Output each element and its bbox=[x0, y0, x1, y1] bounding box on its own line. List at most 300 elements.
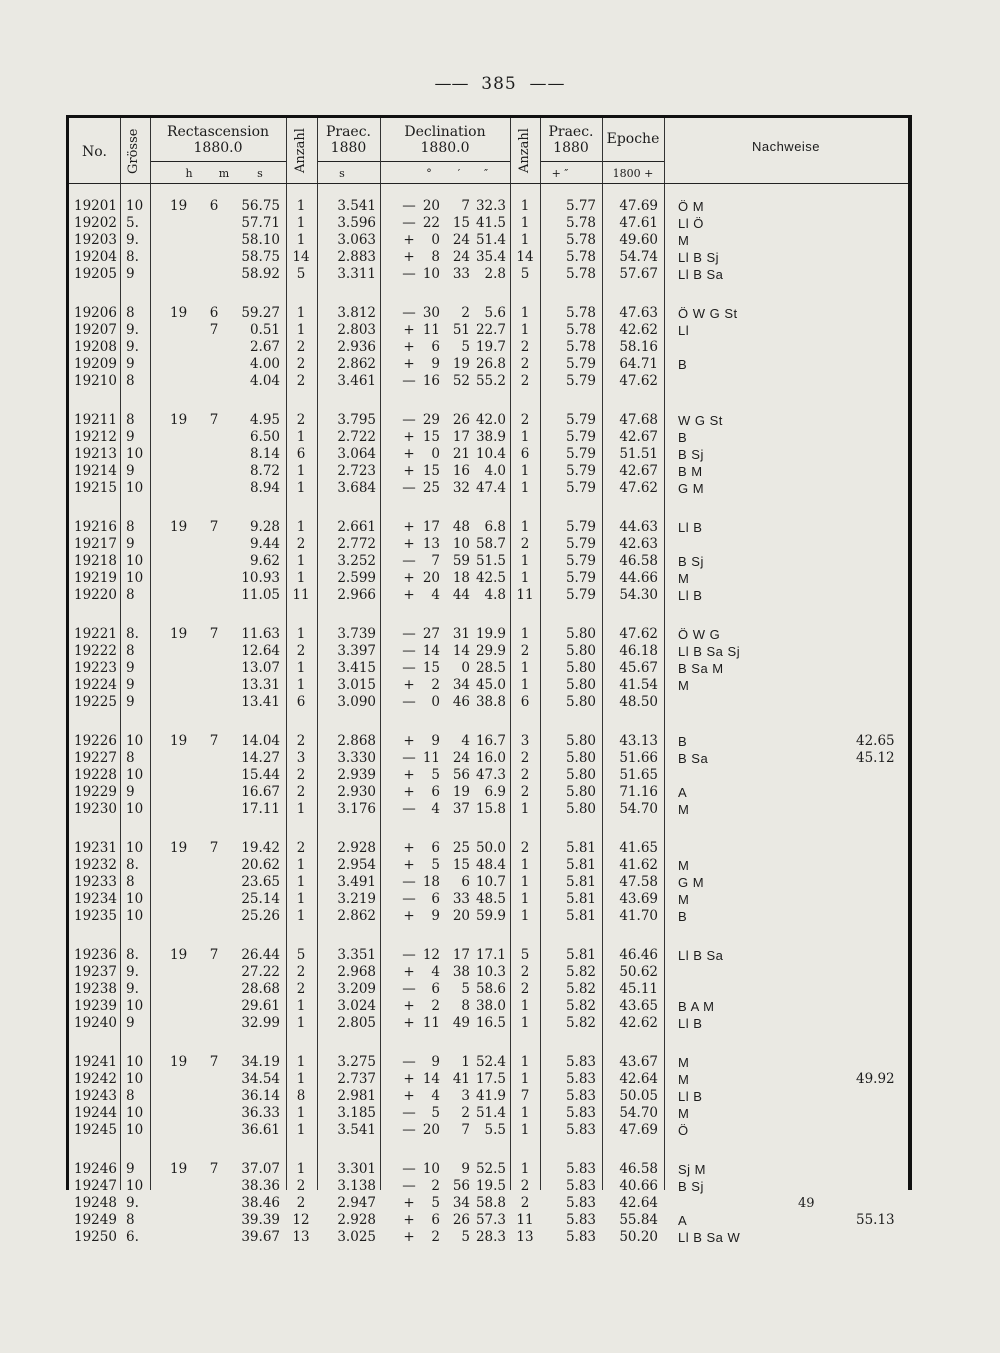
precession-ra: 3.015 bbox=[337, 677, 376, 693]
decl-sign: + bbox=[403, 1229, 415, 1245]
row-group bbox=[66, 412, 912, 497]
magnitude: 9. bbox=[126, 981, 139, 997]
epoch: 54.70 bbox=[619, 1105, 658, 1121]
ra-seconds: 36.61 bbox=[241, 1122, 280, 1138]
count-decl: 1 bbox=[520, 198, 530, 214]
references: B Sj bbox=[678, 447, 704, 462]
decl-seconds: 5.6 bbox=[484, 305, 506, 321]
star-number: 19204 bbox=[74, 249, 117, 265]
decl-minutes: 41 bbox=[452, 1071, 470, 1087]
decl-sign: — bbox=[402, 412, 416, 428]
decl-seconds: 41.9 bbox=[475, 1088, 506, 1104]
star-number: 19230 bbox=[74, 801, 117, 817]
decl-seconds: 17.1 bbox=[475, 947, 506, 963]
decl-degrees: 6 bbox=[431, 339, 440, 355]
decl-minutes: 17 bbox=[452, 947, 470, 963]
precession-ra: 3.461 bbox=[337, 373, 376, 389]
references: M bbox=[678, 892, 690, 907]
decl-minutes: 26 bbox=[452, 412, 470, 428]
decl-minutes: 5 bbox=[461, 339, 470, 355]
star-number: 19238 bbox=[74, 981, 117, 997]
precession-decl: 5.83 bbox=[565, 1071, 596, 1087]
decl-minutes: 31 bbox=[452, 626, 470, 642]
magnitude: 9 bbox=[126, 536, 135, 552]
decl-sign: + bbox=[403, 1071, 415, 1087]
references: M bbox=[678, 678, 690, 693]
count-decl: 3 bbox=[520, 733, 530, 749]
decl-sign: + bbox=[403, 249, 415, 265]
decl-sign: + bbox=[403, 733, 415, 749]
magnitude: 8. bbox=[126, 857, 139, 873]
precession-decl: 5.78 bbox=[565, 232, 596, 248]
magnitude: 8. bbox=[126, 249, 139, 265]
precession-decl: 5.83 bbox=[565, 1229, 596, 1245]
decl-sign: — bbox=[402, 1122, 416, 1138]
table-row bbox=[66, 1088, 912, 1105]
row-group bbox=[66, 1161, 912, 1246]
decl-seconds: 45.0 bbox=[475, 677, 506, 693]
references: M bbox=[678, 858, 690, 873]
decl-degrees: 16 bbox=[422, 373, 440, 389]
precession-ra: 2.737 bbox=[337, 1071, 376, 1087]
references: Ll bbox=[678, 323, 690, 338]
decl-seconds: 4.0 bbox=[484, 463, 506, 479]
count-ra: 1 bbox=[296, 1161, 306, 1177]
table-row bbox=[66, 215, 912, 232]
count-ra: 1 bbox=[296, 322, 306, 338]
table-row bbox=[66, 553, 912, 570]
header-praec-2-unit: + ″ bbox=[551, 167, 569, 180]
references: Ll B Sa Sj bbox=[678, 644, 741, 659]
decl-minutes: 15 bbox=[452, 857, 470, 873]
ra-seconds: 17.11 bbox=[241, 801, 280, 817]
decl-seconds: 48.4 bbox=[475, 857, 506, 873]
decl-sign: + bbox=[403, 998, 415, 1014]
references: M bbox=[678, 802, 690, 817]
star-number: 19245 bbox=[74, 1122, 117, 1138]
star-number: 19211 bbox=[74, 412, 117, 428]
decl-degrees: 6 bbox=[431, 840, 440, 856]
ra-minutes: 6 bbox=[209, 198, 219, 214]
decl-degrees: 4 bbox=[431, 587, 440, 603]
epoch: 44.63 bbox=[619, 519, 658, 535]
count-decl: 2 bbox=[520, 536, 530, 552]
ra-seconds: 12.64 bbox=[241, 643, 280, 659]
references: Ö W G bbox=[678, 627, 721, 642]
references: Ll B Sj bbox=[678, 250, 720, 265]
table-row bbox=[66, 767, 912, 784]
epoch: 42.67 bbox=[619, 429, 658, 445]
decl-degrees: 20 bbox=[422, 198, 440, 214]
epoche-subheader-rule bbox=[603, 161, 664, 162]
decl-degrees: 9 bbox=[431, 356, 440, 372]
ra-minutes: 7 bbox=[209, 322, 219, 338]
decl-degrees: 6 bbox=[431, 784, 440, 800]
table-body bbox=[66, 198, 912, 1268]
table-row bbox=[66, 480, 912, 497]
count-decl: 2 bbox=[520, 750, 530, 766]
count-ra: 12 bbox=[292, 1212, 310, 1228]
magnitude: 9. bbox=[126, 339, 139, 355]
precession-decl: 5.79 bbox=[565, 570, 596, 586]
ra-minutes: 7 bbox=[209, 519, 219, 535]
star-number: 19242 bbox=[74, 1071, 117, 1087]
count-ra: 2 bbox=[296, 643, 306, 659]
decl-sign: — bbox=[402, 1161, 416, 1177]
count-ra: 2 bbox=[296, 733, 306, 749]
ra-seconds: 11.05 bbox=[241, 587, 280, 603]
ra-seconds: 15.44 bbox=[241, 767, 280, 783]
ra-seconds: 58.10 bbox=[241, 232, 280, 248]
references: G M bbox=[678, 875, 705, 890]
star-number: 19250 bbox=[74, 1229, 117, 1245]
magnitude: 10 bbox=[126, 840, 144, 856]
decl-minutes: 38 bbox=[452, 964, 470, 980]
table-top-border bbox=[66, 115, 912, 118]
precession-decl: 5.80 bbox=[565, 694, 596, 710]
decl-seconds: 52.4 bbox=[475, 1054, 506, 1070]
magnitude: 8 bbox=[126, 587, 135, 603]
decl-seconds: 42.0 bbox=[475, 412, 506, 428]
table-row bbox=[66, 1015, 912, 1032]
decl-minutes: 15 bbox=[452, 215, 470, 231]
decl-minutes: 5 bbox=[461, 981, 470, 997]
star-number: 19234 bbox=[74, 891, 117, 907]
star-number: 19202 bbox=[74, 215, 117, 231]
table-row bbox=[66, 1212, 912, 1229]
count-decl: 1 bbox=[520, 429, 530, 445]
decl-minutes: 34 bbox=[452, 677, 470, 693]
count-decl: 1 bbox=[520, 215, 530, 231]
decl-degrees: 11 bbox=[422, 1015, 440, 1031]
count-ra: 1 bbox=[296, 215, 306, 231]
decl-minutes: 8 bbox=[461, 998, 470, 1014]
table-row bbox=[66, 694, 912, 711]
decl-seconds: 15.8 bbox=[475, 801, 506, 817]
magnitude: 10 bbox=[126, 1071, 144, 1087]
magnitude: 5. bbox=[126, 215, 139, 231]
precession-ra: 3.209 bbox=[337, 981, 376, 997]
ra-seconds: 38.36 bbox=[241, 1178, 280, 1194]
star-number: 19223 bbox=[74, 660, 117, 676]
page-number: —— 385 —— bbox=[434, 74, 566, 94]
epoch: 47.63 bbox=[619, 305, 658, 321]
decl-minutes: 52 bbox=[452, 373, 470, 389]
precession-decl: 5.78 bbox=[565, 339, 596, 355]
decl-seconds: 16.0 bbox=[475, 750, 506, 766]
precession-ra: 2.968 bbox=[337, 964, 376, 980]
decl-seconds: 47.3 bbox=[475, 767, 506, 783]
magnitude: 8 bbox=[126, 874, 135, 890]
precession-ra: 2.928 bbox=[337, 840, 376, 856]
count-decl: 1 bbox=[520, 305, 530, 321]
epoch: 57.67 bbox=[619, 266, 658, 282]
count-ra: 2 bbox=[296, 1195, 306, 1211]
decl-sign: — bbox=[402, 750, 416, 766]
references: A bbox=[678, 785, 688, 800]
precession-decl: 5.82 bbox=[565, 1015, 596, 1031]
precession-ra: 3.795 bbox=[337, 412, 376, 428]
decl-seconds: 59.9 bbox=[475, 908, 506, 924]
precession-ra: 3.301 bbox=[337, 1161, 376, 1177]
magnitude: 8 bbox=[126, 305, 135, 321]
star-number: 19226 bbox=[74, 733, 117, 749]
row-group bbox=[66, 519, 912, 604]
decl-seconds: 50.0 bbox=[475, 840, 506, 856]
ra-seconds: 4.04 bbox=[249, 373, 280, 389]
decl-minutes: 1 bbox=[461, 1054, 470, 1070]
ra-seconds: 9.28 bbox=[249, 519, 280, 535]
epoch: 46.18 bbox=[619, 643, 658, 659]
count-ra: 1 bbox=[296, 232, 306, 248]
magnitude: 9. bbox=[126, 322, 139, 338]
decl-minutes: 14 bbox=[452, 643, 470, 659]
precession-ra: 2.930 bbox=[337, 784, 376, 800]
precession-decl: 5.79 bbox=[565, 429, 596, 445]
count-decl: 1 bbox=[520, 801, 530, 817]
header-praec-1-year: 1880 bbox=[330, 140, 367, 156]
ra-seconds: 57.71 bbox=[241, 215, 280, 231]
magnitude: 10 bbox=[126, 801, 144, 817]
precession-ra: 2.862 bbox=[337, 356, 376, 372]
magnitude: 9 bbox=[126, 784, 135, 800]
ra-seconds: 14.27 bbox=[241, 750, 280, 766]
precession-decl: 5.81 bbox=[565, 840, 596, 856]
table-row bbox=[66, 339, 912, 356]
decl-minutes: 19 bbox=[452, 356, 470, 372]
decl-minutes: 2 bbox=[461, 1105, 470, 1121]
table-row bbox=[66, 446, 912, 463]
precession-decl: 5.80 bbox=[565, 643, 596, 659]
references: M bbox=[678, 1106, 690, 1121]
precession-ra: 2.966 bbox=[337, 587, 376, 603]
references: Ll B bbox=[678, 588, 703, 603]
decl-sign: + bbox=[403, 767, 415, 783]
header-decl-epoch: 1880.0 bbox=[420, 140, 470, 156]
epoch: 42.67 bbox=[619, 463, 658, 479]
table-row bbox=[66, 801, 912, 818]
magnitude: 10 bbox=[126, 998, 144, 1014]
star-number: 19212 bbox=[74, 429, 117, 445]
precession-ra: 2.599 bbox=[337, 570, 376, 586]
decl-degrees: 29 bbox=[422, 412, 440, 428]
decl-sign: — bbox=[402, 643, 416, 659]
decl-seconds: 29.9 bbox=[475, 643, 506, 659]
decl-degrees: 6 bbox=[431, 891, 440, 907]
ra-hours: 19 bbox=[170, 840, 188, 856]
star-number: 19233 bbox=[74, 874, 117, 890]
epoch: 43.13 bbox=[619, 733, 658, 749]
ra-seconds: 4.95 bbox=[249, 412, 280, 428]
count-decl: 1 bbox=[520, 660, 530, 676]
references: W G St bbox=[678, 413, 723, 428]
row-group bbox=[66, 305, 912, 390]
precession-decl: 5.82 bbox=[565, 964, 596, 980]
decl-degrees: 13 bbox=[422, 536, 440, 552]
magnitude: 10 bbox=[126, 1054, 144, 1070]
star-number: 19235 bbox=[74, 908, 117, 924]
decl-subheader-rule bbox=[381, 161, 510, 162]
precession-ra: 3.397 bbox=[337, 643, 376, 659]
epoch: 42.64 bbox=[619, 1195, 658, 1211]
header-decl-min: ′ bbox=[457, 167, 461, 180]
references: B Sa M bbox=[678, 661, 724, 676]
epoch: 47.69 bbox=[619, 1122, 658, 1138]
count-decl: 1 bbox=[520, 677, 530, 693]
count-ra: 5 bbox=[296, 266, 306, 282]
table-row bbox=[66, 1071, 912, 1088]
magnitude: 10 bbox=[126, 570, 144, 586]
precession-ra: 2.862 bbox=[337, 908, 376, 924]
decl-sign: + bbox=[403, 587, 415, 603]
decl-seconds: 6.9 bbox=[484, 784, 506, 800]
decl-seconds: 28.5 bbox=[475, 660, 506, 676]
references: M bbox=[678, 571, 690, 586]
ra-seconds: 13.41 bbox=[241, 694, 280, 710]
star-number: 19215 bbox=[74, 480, 117, 496]
header-declination: Declination bbox=[404, 124, 486, 140]
decl-minutes: 10 bbox=[452, 536, 470, 552]
table-row bbox=[66, 1161, 912, 1178]
ra-hours: 19 bbox=[170, 198, 188, 214]
decl-degrees: 2 bbox=[431, 998, 440, 1014]
count-ra: 2 bbox=[296, 373, 306, 389]
header-rect-h: h bbox=[185, 167, 193, 180]
ra-seconds: 26.44 bbox=[241, 947, 280, 963]
decl-degrees: 14 bbox=[422, 1071, 440, 1087]
margin-value: 55.13 bbox=[856, 1212, 895, 1228]
references: Sj M bbox=[678, 1162, 706, 1177]
decl-degrees: 4 bbox=[431, 801, 440, 817]
table-row bbox=[66, 891, 912, 908]
decl-sign: — bbox=[402, 480, 416, 496]
decl-degrees: 10 bbox=[422, 1161, 440, 1177]
precession-ra: 3.090 bbox=[337, 694, 376, 710]
header-decl-deg: ° bbox=[426, 167, 432, 180]
decl-seconds: 38.9 bbox=[475, 429, 506, 445]
epoch: 41.62 bbox=[619, 857, 658, 873]
precession-ra: 2.981 bbox=[337, 1088, 376, 1104]
count-decl: 2 bbox=[520, 767, 530, 783]
ra-seconds: 34.54 bbox=[241, 1071, 280, 1087]
references: M bbox=[678, 1055, 690, 1070]
decl-seconds: 52.5 bbox=[475, 1161, 506, 1177]
decl-sign: + bbox=[403, 964, 415, 980]
decl-degrees: 25 bbox=[422, 480, 440, 496]
precession-ra: 2.805 bbox=[337, 1015, 376, 1031]
decl-minutes: 46 bbox=[452, 694, 470, 710]
decl-sign: + bbox=[403, 429, 415, 445]
page-number-value: 385 bbox=[481, 74, 517, 94]
decl-degrees: 18 bbox=[422, 874, 440, 890]
decl-seconds: 22.7 bbox=[475, 322, 506, 338]
ra-seconds: 28.68 bbox=[241, 981, 280, 997]
precession-decl: 5.79 bbox=[565, 519, 596, 535]
decl-degrees: 0 bbox=[431, 232, 440, 248]
star-number: 19244 bbox=[74, 1105, 117, 1121]
epoch: 41.65 bbox=[619, 840, 658, 856]
precession-ra: 2.928 bbox=[337, 1212, 376, 1228]
epoch: 45.11 bbox=[619, 981, 658, 997]
decl-degrees: 4 bbox=[431, 1088, 440, 1104]
decl-degrees: 0 bbox=[431, 446, 440, 462]
count-ra: 2 bbox=[296, 964, 306, 980]
magnitude: 10 bbox=[126, 1105, 144, 1121]
epoch: 71.16 bbox=[619, 784, 658, 800]
decl-seconds: 17.5 bbox=[475, 1071, 506, 1087]
decl-sign: + bbox=[403, 784, 415, 800]
count-decl: 1 bbox=[520, 480, 530, 496]
header-praec-1-unit: s bbox=[339, 167, 345, 180]
decl-sign: + bbox=[403, 1212, 415, 1228]
references: Ö bbox=[678, 1123, 689, 1138]
precession-ra: 3.541 bbox=[337, 198, 376, 214]
decl-seconds: 51.4 bbox=[475, 1105, 506, 1121]
precession-ra: 3.415 bbox=[337, 660, 376, 676]
decl-minutes: 18 bbox=[452, 570, 470, 586]
count-ra: 3 bbox=[296, 750, 306, 766]
epoch: 47.61 bbox=[619, 215, 658, 231]
magnitude: 8 bbox=[126, 519, 135, 535]
table-row bbox=[66, 1195, 912, 1212]
decl-minutes: 7 bbox=[461, 198, 470, 214]
references: B bbox=[678, 909, 688, 924]
ra-seconds: 2.67 bbox=[249, 339, 280, 355]
references: Ll B bbox=[678, 1016, 703, 1031]
magnitude: 8 bbox=[126, 1212, 135, 1228]
magnitude: 9 bbox=[126, 660, 135, 676]
table-row bbox=[66, 322, 912, 339]
decl-minutes: 24 bbox=[452, 249, 470, 265]
ra-seconds: 4.00 bbox=[249, 356, 280, 372]
count-decl: 1 bbox=[520, 322, 530, 338]
precession-ra: 3.025 bbox=[337, 1229, 376, 1245]
header-anzahl-2: Anzahl bbox=[517, 128, 532, 174]
precession-decl: 5.78 bbox=[565, 249, 596, 265]
ra-hours: 19 bbox=[170, 1161, 188, 1177]
row-group bbox=[66, 1054, 912, 1139]
decl-degrees: 6 bbox=[431, 1212, 440, 1228]
decl-degrees: 20 bbox=[422, 1122, 440, 1138]
decl-seconds: 58.6 bbox=[475, 981, 506, 997]
ra-seconds: 36.33 bbox=[241, 1105, 280, 1121]
decl-seconds: 19.7 bbox=[475, 339, 506, 355]
count-decl: 1 bbox=[520, 463, 530, 479]
ra-seconds: 37.07 bbox=[241, 1161, 280, 1177]
precession-ra: 3.185 bbox=[337, 1105, 376, 1121]
decl-minutes: 48 bbox=[452, 519, 470, 535]
table-row bbox=[66, 519, 912, 536]
decl-minutes: 32 bbox=[452, 480, 470, 496]
count-ra: 5 bbox=[296, 947, 306, 963]
count-ra: 2 bbox=[296, 767, 306, 783]
magnitude: 10 bbox=[126, 908, 144, 924]
count-decl: 1 bbox=[520, 1071, 530, 1087]
star-number: 19205 bbox=[74, 266, 117, 282]
count-decl: 2 bbox=[520, 1178, 530, 1194]
ra-seconds: 56.75 bbox=[241, 198, 280, 214]
count-ra: 1 bbox=[296, 519, 306, 535]
count-decl: 1 bbox=[520, 553, 530, 569]
magnitude: 10 bbox=[126, 198, 144, 214]
ra-seconds: 19.42 bbox=[241, 840, 280, 856]
table-row bbox=[66, 784, 912, 801]
header-bottom-rule bbox=[69, 183, 908, 184]
ra-hours: 19 bbox=[170, 733, 188, 749]
decl-degrees: 5 bbox=[431, 767, 440, 783]
magnitude: 10 bbox=[126, 733, 144, 749]
header-groesse: Grösse bbox=[126, 128, 141, 174]
